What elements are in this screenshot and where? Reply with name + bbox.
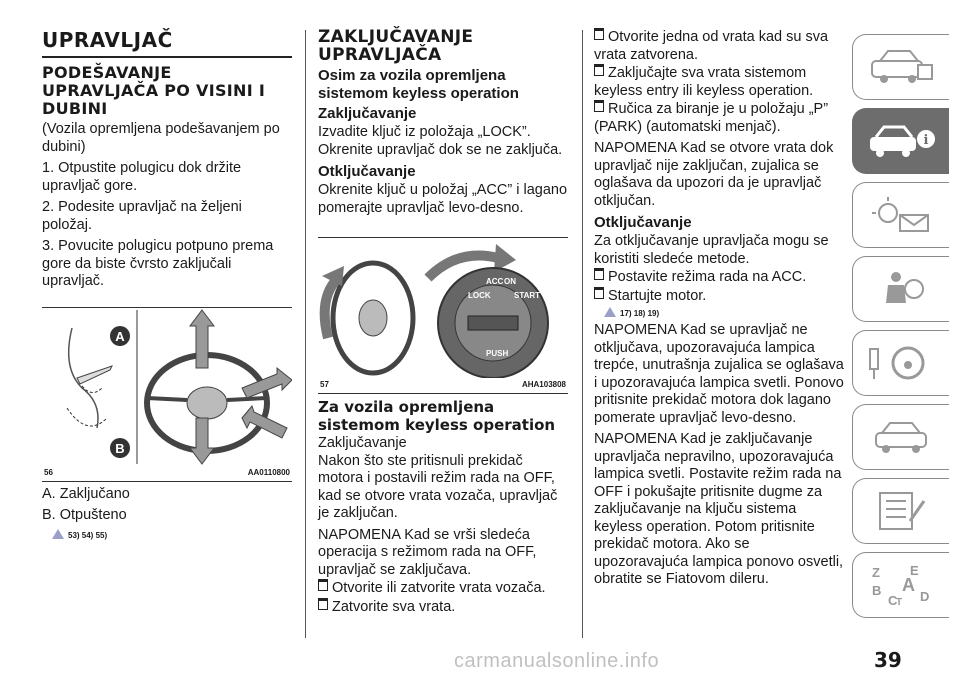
warning-lights-icon bbox=[866, 195, 936, 235]
car-info-icon bbox=[866, 47, 936, 87]
heading-lock: Zaključavanje bbox=[318, 105, 417, 122]
column-steering-adjust bbox=[42, 28, 292, 544]
index-letters-icon bbox=[866, 563, 936, 607]
figure-number: 57 bbox=[320, 380, 329, 389]
acc-label: ACC bbox=[486, 277, 504, 286]
tab-warning-lights[interactable] bbox=[852, 182, 949, 248]
paragraph-k1: Zaključavanje bbox=[318, 435, 407, 451]
chapter-tabs bbox=[852, 34, 956, 626]
note-paragraph-3: NAPOMENA Kad je zaključavanje upravljača nepravilno, upozoravajuća lampica svetli. Postavite režim rada na OFF i pokušajte pritisnite dugme za zaključavanje na ključu sistema keyless operation. Potom pritisnite prekidač motora. Ako se upozoravajuća lampica ponovo osvetli, obratite se Fiatovom dileru. bbox=[594, 431, 844, 587]
bullet-icon bbox=[594, 28, 604, 40]
label-a: A bbox=[115, 328, 125, 344]
column-steering-lock bbox=[318, 28, 570, 616]
section-title: ZAKLJUČAVANJE UPRAVLJAČA bbox=[318, 27, 474, 65]
bullet-icon bbox=[594, 64, 604, 76]
bullet-item: Zatvorite sva vrata. bbox=[318, 598, 570, 617]
paragraph-methods: Za otključavanje upravljača mogu se koristiti sledeće metode. bbox=[594, 233, 829, 267]
key-steering-icon bbox=[866, 343, 936, 383]
lock-label: LOCK bbox=[468, 291, 491, 300]
figure-code: AHA103808 bbox=[521, 380, 566, 389]
svg-text:D: D bbox=[920, 589, 930, 604]
paragraph-unlock: Okrenite ključ u položaj „ACC” i lagano pomerajte upravljač levo-desno. bbox=[318, 182, 568, 216]
note-paragraph: NAPOMENA Kad se otvore vrata dok upravljač nije zaključan, zujalica se oglašava da upozori da je upravljač otključan. bbox=[594, 140, 834, 209]
column-steering-lock-cont bbox=[594, 28, 844, 593]
bullet-item: Otvorite ili zatvorite vrata vozača. bbox=[318, 579, 570, 598]
label-b: B bbox=[115, 440, 125, 456]
caption-a: A. Zaključano bbox=[42, 485, 130, 502]
section-title: UPRAVLJAČ bbox=[42, 28, 292, 58]
heading-keyless: Za vozila opremljena sistemom keyless operation bbox=[318, 398, 556, 434]
bullet-icon bbox=[318, 579, 328, 591]
step-2: 2. Podesite upravljač na željeni položaj. bbox=[42, 199, 242, 233]
paragraph: (Vozila opremljena podešavanjem po dubini) bbox=[42, 121, 280, 155]
push-label: PUSH bbox=[486, 349, 509, 358]
figure-56 bbox=[42, 307, 292, 482]
figure-number: 56 bbox=[44, 467, 53, 477]
svg-text:T: T bbox=[896, 597, 903, 607]
tab-specs[interactable] bbox=[852, 478, 949, 544]
svg-text:i: i bbox=[923, 133, 929, 148]
svg-text:C: C bbox=[888, 593, 898, 607]
heading-unlock: Otključavanje bbox=[594, 214, 692, 231]
warning-triangle-icon bbox=[52, 529, 64, 539]
heading-non-keyless: Osim za vozila opremljena sistemom keyless operation bbox=[318, 67, 519, 102]
caption-b: B. Otpušteno bbox=[42, 507, 127, 523]
bullet-item: Otvorite jedna od vrata kad su sva vrata zatvorena. bbox=[594, 29, 829, 63]
paragraph-lock: Izvadite ključ iz položaja „LOCK”. Okrenite upravljač dok se ne zaključa. bbox=[318, 124, 563, 158]
bullet-icon bbox=[594, 268, 604, 280]
bullet-item: Ručica za biranje je u položaju „P” (PARK) (automatski menjač). bbox=[594, 101, 829, 135]
specs-list-icon bbox=[866, 491, 936, 531]
tab-key-steering[interactable] bbox=[852, 330, 949, 396]
svg-text:Z: Z bbox=[872, 565, 880, 580]
tab-index[interactable] bbox=[852, 552, 949, 618]
bullet-icon bbox=[594, 100, 604, 112]
bullet-item: Zaključajte sva vrata sistemom keyless entry ili keyless operation. bbox=[594, 65, 814, 99]
warning-refs: 17) 18) 19) bbox=[594, 307, 844, 318]
watermark: carmanualsonline.info bbox=[454, 650, 660, 672]
bullet-icon bbox=[594, 287, 604, 299]
on-label: ON bbox=[504, 277, 516, 286]
paragraph-k2: Nakon što ste pritisnuli prekidač motora i postavili režim rada na OFF, kad se otvore vrata vozača, upravljač je zaključan. bbox=[318, 452, 558, 521]
tab-car-info[interactable] bbox=[852, 34, 949, 100]
figure-57 bbox=[318, 237, 568, 394]
warning-refs: 53) 54) 55) bbox=[42, 529, 292, 540]
step-3: 3. Povucite polugicu potpuno prema gore da biste čvrsto zaključali upravljač. bbox=[42, 238, 274, 289]
svg-text:A: A bbox=[902, 575, 915, 595]
heading-unlock: Otključavanje bbox=[318, 163, 416, 180]
paragraph-k3: NAPOMENA Kad se vrši sledeća operacija s režimom rada na OFF, upravljač se zaključava. bbox=[318, 526, 537, 578]
bullet-item: Startujte motor. bbox=[594, 287, 844, 306]
tab-safety[interactable] bbox=[852, 256, 949, 322]
column-divider-2 bbox=[582, 30, 583, 638]
ignition-illustration bbox=[318, 238, 570, 378]
note-paragraph-2: NAPOMENA Kad se upravljač ne otključava, upozoravajuća lampica trepće, unutrašnja zujalica se oglašava i upozoravajuća lampica svetli. Ponovo pritisnite prekidač motora dok lagano pomerate upravljač levo-desno. bbox=[594, 322, 844, 426]
bullet-item: Postavite režima rada na ACC. bbox=[594, 268, 844, 287]
column-divider-1 bbox=[305, 30, 306, 638]
subsection-title: PODEŠAVANJE UPRAVLJAČA PO VISINI I DUBINI bbox=[42, 63, 266, 118]
bullet-icon bbox=[318, 598, 328, 610]
step-1: 1. Otpustite polugicu dok držite upravljač gore. bbox=[42, 160, 242, 194]
warning-triangle-icon bbox=[604, 307, 616, 317]
figure-code: AA0110800 bbox=[247, 467, 290, 477]
svg-text:E: E bbox=[910, 563, 919, 578]
safety-airbag-icon bbox=[866, 269, 936, 309]
page-number: 39 bbox=[874, 648, 902, 672]
svg-text:B: B bbox=[872, 583, 882, 598]
steering-adjust-illustration bbox=[42, 308, 292, 466]
car-i-icon bbox=[866, 121, 936, 161]
start-label: START bbox=[514, 291, 541, 300]
tab-car-service[interactable] bbox=[852, 404, 949, 470]
tab-car-i[interactable] bbox=[852, 108, 949, 174]
car-service-icon bbox=[866, 417, 936, 457]
